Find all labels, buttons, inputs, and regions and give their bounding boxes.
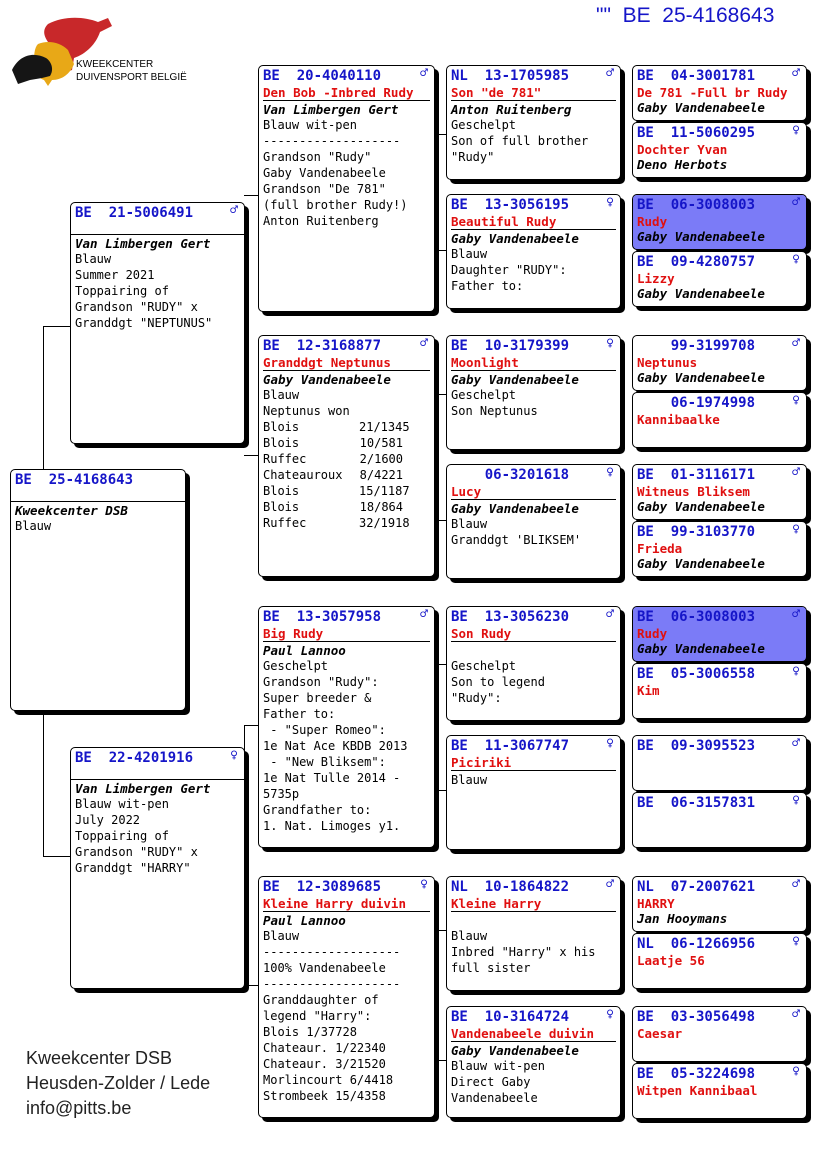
dam-card[interactable] [70,747,245,989]
pigeon-name: Big Rudy [263,626,324,641]
info-line: Father to: [263,707,336,721]
info-line: Neptunus won [263,404,350,418]
ancestor-card-dds[interactable] [446,876,621,991]
result-row: Blois 21/1345 [263,420,410,434]
logo-text: KWEEKCENTER DUIVENSPORT BELGIË [76,59,187,83]
pigeon-name: Vandenabeele duivin [451,1026,594,1041]
owner: Anton Ruitenberg [451,102,572,117]
ring-number: BE 20-4040110 [263,68,382,84]
info-line: Super breeder & [263,691,372,705]
footer-place: Heusden-Zolder / Lede [26,1073,211,1093]
owner: Gaby Vandenabeele [637,499,765,514]
ring-number: BE 10-3179399 [451,338,570,354]
ancestor-card-g1[interactable] [632,65,807,121]
sire-dam-card[interactable] [258,335,435,577]
info-line: Granddgt "NEPTUNUS" [75,316,213,330]
info-line: Geschelpt [451,659,517,673]
pigeon-name: De 781 -Full br Rudy [637,85,788,100]
ancestor-card-g6[interactable] [632,392,807,448]
ring-number: BE 04-3001781 [637,68,756,84]
info-line: Son of full brother [451,134,589,148]
ancestor-card-dss[interactable] [446,606,621,721]
owner: Jan Hooymans [637,911,728,926]
pigeon-name: Lizzy [637,271,675,286]
male-icon: ♂ [420,336,428,351]
pedigree-title: "" BE 25-4168643 [596,4,775,27]
info-line: Son Neptunus [451,404,538,418]
connector [434,790,446,791]
ring-number: BE 25-4168643 [15,472,134,488]
pigeon-name: Laatje 56 [637,953,705,968]
info-line: 1e Nat Tulle 2014 - [263,771,401,785]
info-line: Blauw [451,929,488,943]
ring-number: 99-3199708 [637,338,756,354]
info-line: Blauw [451,247,488,261]
info-line: Grandson "RUDY" x [75,300,198,314]
male-icon: ♂ [792,736,800,751]
sire-card[interactable] [70,202,245,444]
female-icon: ♀ [792,793,800,808]
pigeon-name: Son "de 781" [451,85,542,100]
ring-number: BE 22-4201916 [75,750,194,766]
info-line: Father to: [451,279,524,293]
male-icon: ♂ [792,607,800,622]
ring-number: BE 13-3056230 [451,609,570,625]
info-line: Blauw [451,773,488,787]
owner: Deno Herbots [637,157,728,172]
pigeon-name: Den Bob -Inbred Rudy [263,85,414,100]
owner [451,643,616,658]
pigeon-name: Moonlight [451,355,519,370]
pigeon-name: Piciriki [451,755,512,770]
connector [434,394,446,395]
female-icon: ♀ [792,934,800,949]
connector [244,195,258,196]
owner: Gaby Vandenabeele [451,1043,579,1058]
info-line: Summer 2021 [75,268,155,282]
pigeon-name: Son Rudy [451,626,512,641]
ring-number: NL 10-1864822 [451,879,570,895]
info-line: Grandson "De 781" [263,182,386,196]
pigeon-name: Kleine Harry duivin [263,896,406,911]
info-line: Granddaughter of [263,993,379,1007]
male-icon: ♂ [606,66,614,81]
ring-number: BE 03-3056498 [637,1009,756,1025]
footer-email[interactable]: info@pitts.be [26,1098,132,1118]
sire-sire-card[interactable] [258,65,435,312]
info-line: Geschelpt [263,659,329,673]
info-line: Toppairing of [75,829,169,843]
pigeon-name: Witneus Bliksem [637,484,750,499]
info-line: 1. Nat. Limoges y1. [263,819,401,833]
ancestor-card-g12[interactable] [632,792,807,848]
info-line: Granddgt "HARRY" [75,861,191,875]
pigeon-name: HARRY [637,896,675,911]
owner [451,913,616,928]
ancestor-card-sds[interactable] [446,335,621,450]
ancestor-card-g5[interactable] [632,335,807,391]
dam-dam-card[interactable] [258,876,435,1118]
ancestor-card-g2[interactable] [632,122,807,178]
connector [434,930,446,931]
info-line: Geschelpt [451,118,517,132]
owner: Gaby Vandenabeele [637,286,765,301]
connector [434,664,446,665]
ring-number: 06-1974998 [637,395,756,411]
result-row: Blois 18/864 [263,500,403,514]
owner: Gaby Vandenabeele [637,641,765,656]
ancestor-card-g8[interactable] [632,521,807,577]
info-line: Blauw wit-pen [451,1059,545,1073]
owner: Gaby Vandenabeele [637,100,765,115]
pigeon-name: Rudy [637,214,668,229]
owner: Gaby Vandenabeele [637,229,765,244]
owner: Paul Lannoo [263,643,346,658]
subject-card[interactable] [10,469,186,711]
owner: Gaby Vandenabeele [451,372,579,387]
male-icon: ♂ [606,877,614,892]
info-line: full sister [451,961,531,975]
owner: Gaby Vandenabeele [263,372,391,387]
info-line: legend "Harry": [263,1009,372,1023]
info-line: Blauw [263,929,300,943]
pigeon-name: Rudy [637,626,668,641]
ancestor-card-g11[interactable] [632,735,807,791]
female-icon: ♀ [420,877,428,892]
info-line: Blauw [263,388,300,402]
female-icon: ♀ [606,336,614,351]
ring-number: BE 05-3224698 [637,1066,756,1082]
result-row: Chateauroux 8/4221 [263,468,403,482]
info-line: Daughter "RUDY": [451,263,567,277]
info-line: - "New Bliksem": [263,755,386,769]
connector [43,326,44,470]
ancestor-card-sdd[interactable] [446,464,621,579]
pigeon-name: Kannibaalke [637,412,720,427]
info-line: Blauw wit-pen [75,797,169,811]
info-line: ------------------- [263,977,401,991]
ring-number: BE 05-3006558 [637,666,756,682]
male-icon: ♂ [792,877,800,892]
footer-name: Kweekcenter DSB [26,1048,173,1068]
info-line: Gaby Vandenabeele [263,166,386,180]
pigeon-name: Kleine Harry [451,896,542,911]
connector [43,326,70,327]
owner: Van Limbergen Gert [75,236,211,251]
ancestor-card-sss[interactable] [446,65,621,180]
ancestor-card-g10[interactable] [632,663,807,719]
ring-number: BE 12-3168877 [263,338,382,354]
info-line: 5735p [263,787,300,801]
ring-number: NL 13-1705985 [451,68,570,84]
info-line: ------------------- [263,134,401,148]
pigeon-name: Lucy [451,484,482,499]
connector [434,1060,446,1061]
owner: Van Limbergen Gert [75,781,211,796]
ring-number: BE 21-5006491 [75,205,194,221]
info-line: Grandson "RUDY" x [75,845,198,859]
male-icon: ♂ [792,465,800,480]
ancestor-card-dsd[interactable] [446,735,621,850]
info-line: Chateaur. 1/22340 [263,1041,386,1055]
info-line: Grandson "Rudy" [263,150,372,164]
footer-contact [26,1046,210,1121]
ancestor-card-g13[interactable] [632,876,807,932]
info-line: July 2022 [75,813,141,827]
info-line: Morlincourt 6/4418 [263,1073,394,1087]
result-row: Ruffec 32/1918 [263,516,410,530]
female-icon: ♀ [606,195,614,210]
pigeon-name: Kim [637,683,660,698]
female-icon: ♀ [792,252,800,267]
info-line: "Rudy" [451,150,495,164]
ring-number: BE 13-3057958 [263,609,382,625]
male-icon: ♂ [420,607,428,622]
female-icon: ♀ [792,393,800,408]
ring-number: BE 11-3067747 [451,738,570,754]
info-line: Chateaur. 3/21520 [263,1057,386,1071]
pigeon-name: Dochter Yvan [637,142,728,157]
ring-number: BE 09-3095523 [637,738,756,754]
ancestor-card-g16[interactable] [632,1063,807,1119]
ancestor-card-ddd[interactable] [446,1006,621,1118]
female-icon: ♀ [792,123,800,138]
ring-number: BE 99-3103770 [637,524,756,540]
connector [244,985,258,986]
info-line: Blauw [451,517,488,531]
info-line: Toppairing of [75,284,169,298]
ring-number: BE 11-5060295 [637,125,756,141]
info-line: Blauw [15,519,52,533]
info-line: (full brother Rudy!) [263,198,408,212]
owner: Gaby Vandenabeele [451,501,579,516]
info-line: Son to legend [451,675,545,689]
owner: Van Limbergen Gert [263,102,399,117]
ancestor-card-g3[interactable] [632,194,807,250]
ring-number: BE 01-3116171 [637,467,756,483]
pigeon-name: Witpen Kannibaal [637,1083,758,1098]
connector [434,134,446,135]
pigeon-name: Granddgt Neptunus [263,355,391,370]
female-icon: ♀ [230,748,238,763]
owner: Gaby Vandenabeele [451,231,579,246]
ring-number: NL 07-2007621 [637,879,756,895]
ancestor-card-g4[interactable] [632,251,807,307]
pigeon-name: Neptunus [637,355,698,370]
female-icon: ♀ [606,465,614,480]
info-line: 1e Nat Ace KBDB 2013 [263,739,408,753]
ring-number: BE 12-3089685 [263,879,382,895]
info-line: Granddgt 'BLIKSEM' [451,533,582,547]
info-line: Strombeek 15/4358 [263,1089,386,1103]
male-icon: ♂ [792,336,800,351]
female-icon: ♀ [606,1007,614,1022]
female-icon: ♀ [792,1064,800,1079]
male-icon: ♂ [792,1007,800,1022]
female-icon: ♀ [606,736,614,751]
result-row: Blois 10/581 [263,436,403,450]
info-line: Vandenabeele [451,1091,538,1105]
ring-number: BE 06-3157831 [637,795,756,811]
ring-number: BE 09-4280757 [637,254,756,270]
pigeon-name: Frieda [637,541,683,556]
info-line: Geschelpt [451,388,517,402]
connector [43,710,44,856]
info-line: Anton Ruitenberg [263,214,379,228]
ancestor-card-ssd[interactable] [446,194,621,309]
info-line: ------------------- [263,945,401,959]
info-line: 100% Vandenabeele [263,961,386,975]
connector [434,520,446,521]
male-icon: ♂ [420,66,428,81]
result-row: Blois 15/1187 [263,484,410,498]
info-line: - "Super Romeo": [263,723,386,737]
ancestor-card-g9[interactable] [632,606,807,662]
ring-number: 06-3201618 [451,467,570,483]
connector [434,250,446,251]
connector [43,856,70,857]
female-icon: ♀ [792,664,800,679]
connector [244,725,258,726]
ring-number: BE 13-3056195 [451,197,570,213]
ancestor-card-g7[interactable] [632,464,807,520]
owner: Paul Lannoo [263,913,346,928]
ring-number: BE 10-3164724 [451,1009,570,1025]
male-icon: ♂ [230,203,238,218]
info-line: Grandson "Rudy": [263,675,379,689]
owner: Gaby Vandenabeele [637,370,765,385]
info-line: Grandfather to: [263,803,372,817]
connector [244,455,258,456]
female-icon: ♀ [792,522,800,537]
owner: Kweekcenter DSB [15,503,128,518]
pigeon-name: Beautiful Rudy [451,214,557,229]
owner: Gaby Vandenabeele [637,556,765,571]
ring-number: BE 06-3008003 [637,609,756,625]
result-row: Ruffec 2/1600 [263,452,403,466]
ancestor-card-g15[interactable] [632,1006,807,1062]
info-line: "Rudy": [451,691,502,705]
info-line: Direct Gaby [451,1075,531,1089]
ring-number: BE 06-3008003 [637,197,756,213]
info-line: Blauw wit-pen [263,118,357,132]
male-icon: ♂ [792,66,800,81]
ring-number: NL 06-1266956 [637,936,756,952]
info-line: Blois 1/37728 [263,1025,357,1039]
male-icon: ♂ [792,195,800,210]
info-line: Blauw [75,252,112,266]
ancestor-card-g14[interactable] [632,933,807,989]
male-icon: ♂ [606,607,614,622]
dam-sire-card[interactable] [258,606,435,848]
pigeon-name: Caesar [637,1026,683,1041]
info-line: Inbred "Harry" x his [451,945,596,959]
